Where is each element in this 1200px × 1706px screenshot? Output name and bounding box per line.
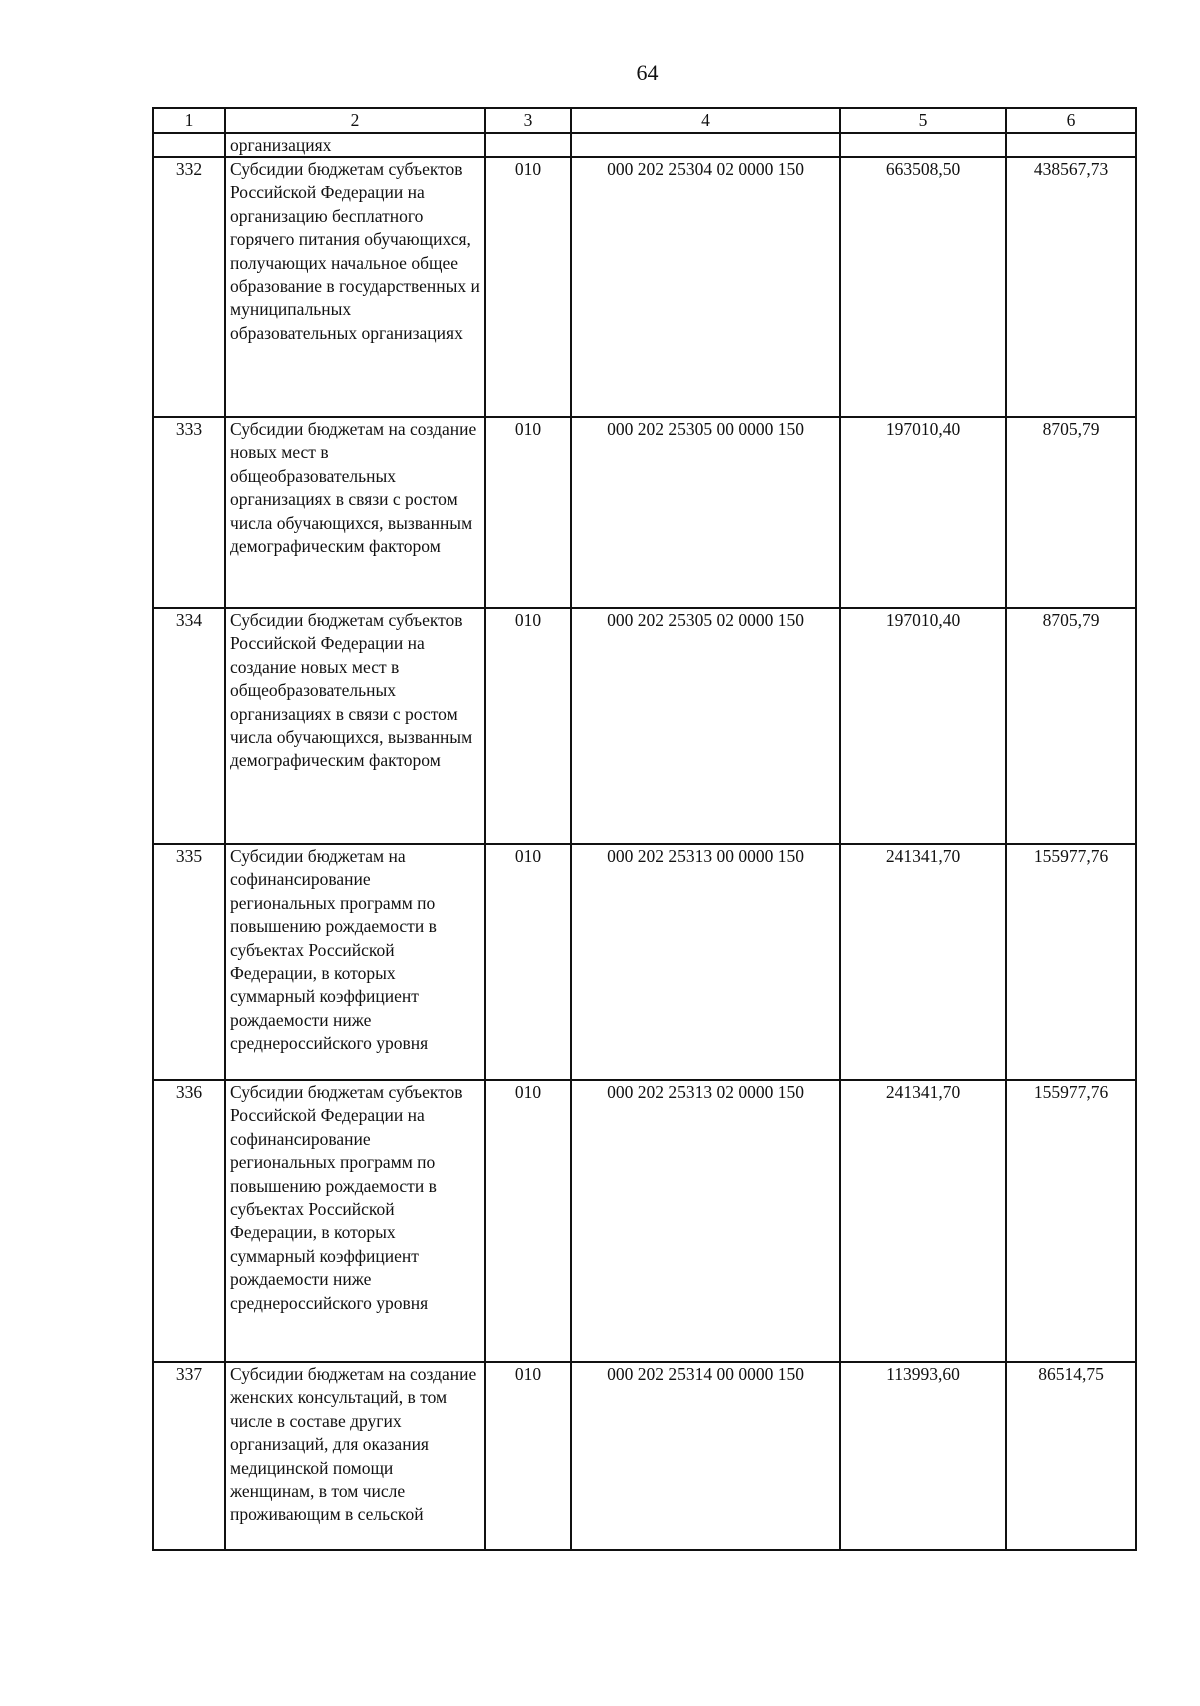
cell-admin: 010: [485, 1362, 571, 1550]
cell-name: Субсидии бюджетам субъектов Российской Федерации на создание новых мест в общеобразовательных организациях в связи с ростом числа обучающихся, вызванным демографическим фактором: [225, 608, 485, 844]
cell-num: 334: [153, 608, 225, 844]
cell-value-5: 113993,60: [840, 1362, 1006, 1550]
cell-value-5: [840, 133, 1006, 157]
cell-value-5: 197010,40: [840, 608, 1006, 844]
cell-code: 000 202 25313 02 0000 150: [571, 1080, 840, 1362]
table-row: [153, 844, 1136, 1080]
cell-value-6: 8705,79: [1006, 608, 1136, 844]
cell-code: 000 202 25305 02 0000 150: [571, 608, 840, 844]
cell-value-6: 86514,75: [1006, 1362, 1136, 1550]
cell-num: 333: [153, 417, 225, 608]
cell-value-6: 155977,76: [1006, 844, 1136, 1080]
cell-admin: 010: [485, 157, 571, 417]
cell-num: 332: [153, 157, 225, 417]
page-number: 64: [636, 60, 659, 85]
cell-admin: 010: [485, 844, 571, 1080]
cell-value-6: 155977,76: [1006, 1080, 1136, 1362]
table-header-row: [153, 108, 1136, 133]
continuation-row: [153, 133, 1136, 157]
table-row: [153, 1080, 1136, 1362]
cell-code: 000 202 25314 00 0000 150: [571, 1362, 840, 1550]
cell-admin: 010: [485, 1080, 571, 1362]
cell-num: 337: [153, 1362, 225, 1550]
cell-num: 336: [153, 1080, 225, 1362]
cell-value-6: [1006, 133, 1136, 157]
table-row: [153, 417, 1136, 608]
cell-name: организациях: [225, 133, 485, 157]
table-row: [153, 157, 1136, 417]
header-col-3: 3: [485, 108, 571, 133]
cell-num: 335: [153, 844, 225, 1080]
header-col-6: 6: [1006, 108, 1136, 133]
cell-num: [153, 133, 225, 157]
cell-name: Субсидии бюджетам субъектов Российской Федерации на организацию бесплатного горячего питания обучающихся, получающих начальное общее образование в государственных и муниципальных образовательных организациях: [225, 157, 485, 417]
cell-admin: 010: [485, 417, 571, 608]
cell-value-5: 241341,70: [840, 1080, 1006, 1362]
cell-value-6: 8705,79: [1006, 417, 1136, 608]
cell-admin: 010: [485, 608, 571, 844]
cell-value-6: 438567,73: [1006, 157, 1136, 417]
table-row: [153, 608, 1136, 844]
table-row: [153, 1362, 1136, 1550]
cell-value-5: 663508,50: [840, 157, 1006, 417]
cell-value-5: 197010,40: [840, 417, 1006, 608]
cell-code: 000 202 25305 00 0000 150: [571, 417, 840, 608]
cell-code: 000 202 25313 00 0000 150: [571, 844, 840, 1080]
cell-name: Субсидии бюджетам на создание женских консультаций, в том числе в составе других организаций, для оказания медицинской помощи женщинам, в том числе проживающим в сельской: [225, 1362, 485, 1550]
header-col-4: 4: [571, 108, 840, 133]
header-col-2: 2: [225, 108, 485, 133]
cell-name: Субсидии бюджетам на софинансирование региональных программ по повышению рождаемости в субъектах Российской Федерации, в которых суммарный коэффициент рождаемости ниже среднероссийского уровня: [225, 844, 485, 1080]
cell-admin: [485, 133, 571, 157]
cell-code: 000 202 25304 02 0000 150: [571, 157, 840, 417]
budget-table: [152, 107, 1137, 1551]
header-col-1: 1: [153, 108, 225, 133]
cell-value-5: 241341,70: [840, 844, 1006, 1080]
cell-code: [571, 133, 840, 157]
cell-name: Субсидии бюджетам на создание новых мест в общеобразовательных организациях в связи с ростом числа обучающихся, вызванным демографическим фактором: [225, 417, 485, 608]
header-col-5: 5: [840, 108, 1006, 133]
cell-name: Субсидии бюджетам субъектов Российской Федерации на софинансирование региональных программ по повышению рождаемости в субъектах Российской Федерации, в которых суммарный коэффициент рождаемости ниже среднероссийского уровня: [225, 1080, 485, 1362]
